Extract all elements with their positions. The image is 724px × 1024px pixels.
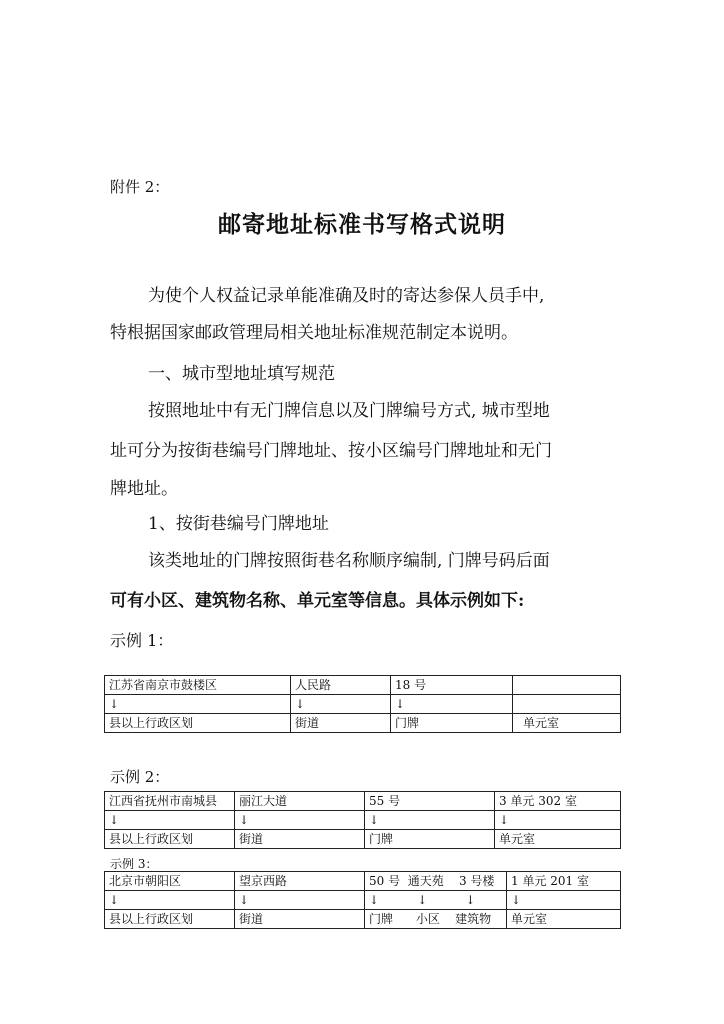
example-2-label: 示例 2：	[110, 768, 170, 786]
table-cell: 县以上行政区划	[105, 910, 235, 929]
table-row	[105, 872, 621, 891]
arrow-cell: ↓	[365, 811, 495, 830]
arrow-cell: ↓	[235, 811, 365, 830]
table-cell: 门牌	[391, 714, 513, 733]
paragraph-line: 特根据国家邮政管理局相关地址标准规范制定本说明。	[110, 323, 518, 343]
table-cell: 单元室	[495, 830, 621, 849]
paragraph-line: 按照地址中有无门牌信息以及门牌编号方式, 城市型地	[148, 401, 550, 421]
arrow-cell: ↓	[291, 695, 391, 714]
table-cell: 望京西路	[235, 872, 365, 891]
table-row	[105, 910, 621, 929]
subsection-heading: 1、按街巷编号门牌地址	[148, 514, 329, 534]
paragraph-line: 可有小区、建筑物名称、单元室等信息。具体示例如下:	[110, 591, 525, 611]
arrow-cell: ↓	[495, 811, 621, 830]
table-cell: 江西省抚州市南城县	[105, 792, 235, 811]
table-row	[105, 811, 621, 830]
table-row	[105, 792, 621, 811]
table-cell: 门牌	[365, 830, 495, 849]
arrow-cell: ↓	[105, 695, 291, 714]
table-cell: 县以上行政区划	[105, 714, 291, 733]
example-1-table	[104, 675, 621, 733]
table-cell: 单元室	[507, 910, 621, 929]
arrow-cell: ↓ ↓ ↓	[365, 891, 507, 910]
table-cell: 街道	[291, 714, 391, 733]
table-cell: 18 号	[391, 676, 513, 695]
table-row	[105, 830, 621, 849]
table-cell: 丽江大道	[235, 792, 365, 811]
attachment-label: 附件 2：	[110, 178, 170, 196]
arrow-cell: ↓	[105, 891, 235, 910]
table-cell: 江苏省南京市鼓楼区	[105, 676, 291, 695]
example-3-table	[104, 871, 621, 929]
table-cell: 55 号	[365, 792, 495, 811]
example-1-label: 示例 1：	[110, 631, 174, 650]
arrow-cell: ↓	[507, 891, 621, 910]
page-title: 邮寄地址标准书写格式说明	[218, 211, 506, 238]
paragraph-line: 为使个人权益记录单能准确及时的寄达参保人员手中,	[148, 286, 545, 306]
table-cell: 50 号 通天苑 3 号楼	[365, 872, 507, 891]
paragraph-line: 址可分为按街巷编号门牌地址、按小区编号门牌地址和无门	[110, 441, 552, 461]
table-cell: 门牌 小区 建筑物	[365, 910, 507, 929]
table-row	[105, 695, 621, 714]
table-cell: 单元室	[513, 714, 621, 733]
table-cell: 北京市朝阳区	[105, 872, 235, 891]
table-row	[105, 714, 621, 733]
section-heading: 一、城市型地址填写规范	[148, 364, 335, 384]
table-row	[105, 891, 621, 910]
arrow-cell: ↓	[105, 811, 235, 830]
table-row	[105, 676, 621, 695]
paragraph-line: 该类地址的门牌按照街巷名称顺序编制, 门牌号码后面	[148, 551, 550, 571]
table-cell: 3 单元 302 室	[495, 792, 621, 811]
table-cell	[513, 676, 621, 695]
paragraph-line: 牌地址。	[110, 479, 178, 499]
arrow-cell	[513, 695, 621, 714]
example-2-table	[104, 791, 621, 849]
arrow-cell: ↓	[235, 891, 365, 910]
table-cell: 县以上行政区划	[105, 830, 235, 849]
table-cell: 1 单元 201 室	[507, 872, 621, 891]
table-cell: 街道	[235, 830, 365, 849]
table-cell: 人民路	[291, 676, 391, 695]
example-3-label: 示例 3：	[110, 857, 158, 871]
arrow-cell: ↓	[391, 695, 513, 714]
table-cell: 街道	[235, 910, 365, 929]
